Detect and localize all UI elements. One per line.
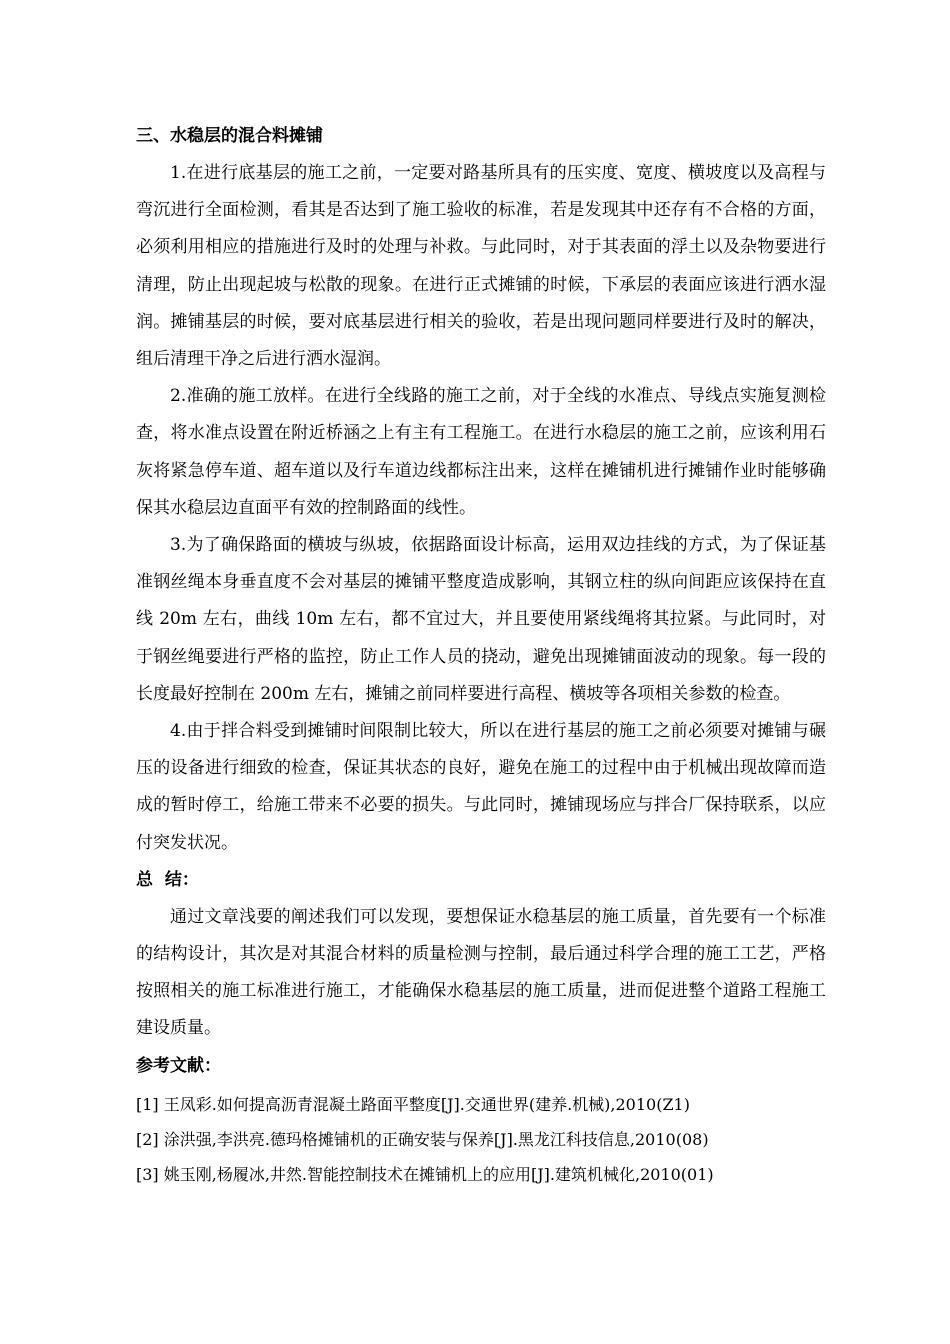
summary-paragraph: 通过文章浅要的阐述我们可以发现，要想保证水稳基层的施工质量，首先要有一个标准的结构设计，其次是对其混合材料的质量检测与控制，最后通过科学合理的施工工艺，严格按照相关的施工标准进行施工，才能确保水稳基层的施工质量，进而促进整个道路工程施工建设质量。 [136,906,826,1039]
section-heading: 三、水稳层的混合料摊铺 [136,126,323,146]
reference-list [136,1087,826,1192]
body-paragraph: 3.为了确保路面的横坡与纵坡，依据路面设计标高，运用双边挂线的方式，为了保证基准钢丝绳本身垂直度不会对基层的摊铺平整度造成影响，其钢立柱的纵向间距应该保持在直线 20m 左右，曲线 10m 左右，都不宜过大，并且要使用紧线绳将其拉紧。与此同时，对于钢丝绳要进行严格的监控，防止工作人员的挠动，避免出现摊铺面波动的现象。每一段的长度最好控制在 200m 左右，摊铺之前同样要进行高程、横坡等各项相关参数的检查。 [136,535,826,704]
document-page [136,118,826,1192]
reference-item: [3] 姚玉刚,杨履冰,井然.智能控制技术在摊铺机上的应用[J].建筑机械化,2010(01) [136,1164,714,1184]
body-paragraph: 4.由于拌合料受到摊铺时间限制比较大，所以在进行基层的施工之前必须要对摊铺与碾压的设备进行细致的检查，保证其状态的良好，避免在施工的过程中由于机械出现故障而造成的暂时停工，给施工带来不必要的损失。与此同时，摊铺现场应与拌合厂保持联系，以应付突发状况。 [136,721,826,853]
references-heading: 参考文献： [136,1055,221,1076]
body-paragraph: 2.准确的施工放样。在进行全线路的施工之前，对于全线的水准点、导线点实施复测检查，将水准点设置在附近桥涵之上有主有工程施工。在进行水稳层的施工之前，应该利用石灰将紧急停车道、超车道以及行车道边线都标注出来，这样在摊铺机进行摊铺作业时能够确保其水稳层边直面平有效的控制路面的线性。 [136,386,826,518]
reference-item: [2] 涂洪强,李洪亮.德玛格摊铺机的正确安装与保养[J].黑龙江科技信息,2010(08) [136,1129,709,1149]
summary-heading: 总 结： [136,869,199,890]
reference-item: [1] 王凤彩.如何提高沥青混凝土路面平整度[J].交通世界(建养.机械),2010(Z1) [136,1094,690,1114]
body-paragraph: 1.在进行底基层的施工之前，一定要对路基所具有的压实度、宽度、横坡度以及高程与弯沉进行全面检测，看其是否达到了施工验收的标准，若是发现其中还存有不合格的方面，必须利用相应的措施进行及时的处理与补救。与此同时，对于其表面的浮土以及杂物要进行清理，防止出现起坡与松散的现象。在进行正式摊铺的时候，下承层的表面应该进行洒水湿润。摊铺基层的时候，要对底基层进行相关的验收，若是出现问题同样要进行及时的解决，组后清理干净之后进行洒水湿润。 [136,163,826,370]
